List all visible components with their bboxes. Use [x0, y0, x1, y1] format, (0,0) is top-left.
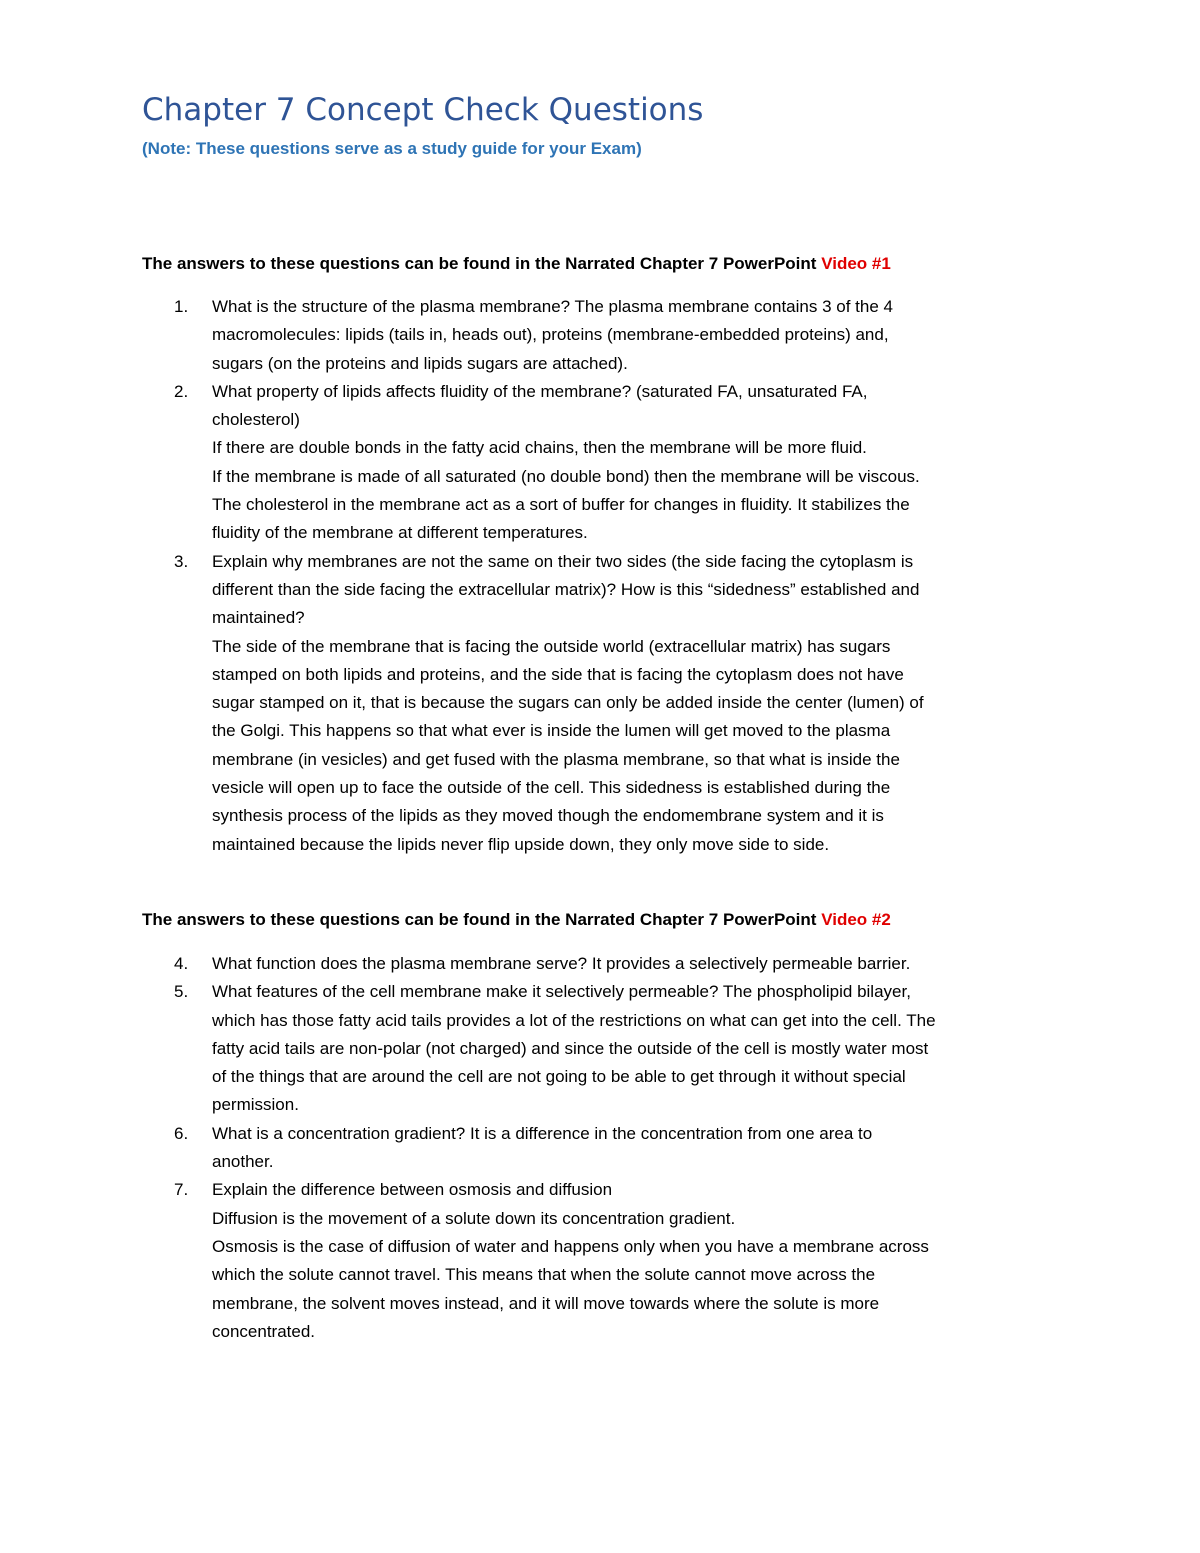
section-heading-video-2 — [142, 906, 891, 934]
question-number: 3. — [174, 551, 189, 571]
question-text-line: maintained? — [212, 608, 305, 628]
question-item — [142, 378, 1072, 548]
question-text-line: sugars (on the proteins and lipids sugars are attached). — [212, 353, 628, 373]
section-heading-text: The answers to these questions can be found in the Narrated Chapter 7 PowerPoint — [142, 910, 822, 929]
question-number: 2. — [174, 381, 189, 401]
question-number: 4. — [174, 954, 189, 973]
question-list-video-1 — [142, 293, 1072, 859]
study-guide-note: (Note: These questions serve as a study guide for your Exam) — [142, 139, 642, 158]
question-item — [142, 548, 1072, 859]
section-heading-text: The answers to these questions can be found in the Narrated Chapter 7 PowerPoint — [142, 254, 822, 273]
answer-text-line: If there are double bonds in the fatty acid chains, then the membrane will be more fluid. — [212, 438, 867, 458]
answer-text-line: vesicle will open up to face the outside of the cell. This sidedness is established during the — [212, 778, 891, 798]
answer-text-line: fatty acid tails are non-polar (not charged) and since the outside of the cell is mostly water most — [212, 1038, 929, 1058]
question-text-line: Explain why membranes are not the same on their two sides (the side facing the cytoplasm is — [212, 551, 914, 571]
answer-text-line: maintained because the lipids never flip upside down, they only move side to side. — [212, 834, 830, 854]
answer-text-line: sugar stamped on it, that is because the sugars can only be added inside the center (lumen) of — [212, 693, 924, 713]
answer-text-line: Osmosis is the case of diffusion of water and happens only when you have a membrane across — [212, 1236, 929, 1256]
question-number: 1. — [174, 297, 189, 316]
question-text-line: What features of the cell membrane make it selectively permeable? The phospholipid bilayer, — [212, 982, 911, 1002]
question-number: 7. — [174, 1180, 189, 1200]
answer-text-line: which has those fatty acid tails provides a lot of the restrictions on what can get into the cell. The — [212, 1010, 936, 1030]
question-item — [142, 978, 1072, 1119]
question-list-video-2 — [142, 950, 1072, 1346]
answer-text-line: another. — [212, 1152, 274, 1172]
answer-text-line: synthesis process of the lipids as they moved though the endomembrane system and it is — [212, 806, 884, 826]
answer-text-line: The cholesterol in the membrane act as a sort of buffer for changes in fluidity. It stabilizes the — [212, 495, 910, 515]
question-number: 6. — [174, 1123, 189, 1143]
answer-text-line: of the things that are around the cell are not going to be able to get through it without special — [212, 1067, 906, 1087]
question-text-line: What property of lipids affects fluidity of the membrane? (saturated FA, unsaturated FA, — [212, 381, 868, 401]
question-item — [142, 1120, 1072, 1177]
video-label: Video #2 — [821, 910, 891, 929]
question-item — [142, 1176, 1072, 1346]
question-text-line: cholesterol) — [212, 410, 300, 430]
answer-text-line: Diffusion is the movement of a solute down its concentration gradient. — [212, 1208, 736, 1228]
answer-text-line: concentrated. — [212, 1321, 316, 1341]
question-text-line: Explain the difference between osmosis and diffusion — [212, 1180, 613, 1200]
question-text-line: What function does the plasma membrane serve? It provides a selectively permeable barrier. — [212, 954, 911, 973]
section-heading-video-1 — [142, 250, 891, 278]
answer-text-line: membrane, the solvent moves instead, and it will move towards where the solute is more — [212, 1293, 880, 1313]
answer-text-line: the Golgi. This happens so that what ever is inside the lumen will get moved to the plasma — [212, 721, 891, 741]
question-item — [142, 950, 1072, 978]
video-label: Video #1 — [821, 254, 891, 273]
question-text-line: What is a concentration gradient? It is a difference in the concentration from one area to — [212, 1123, 873, 1143]
question-item — [142, 293, 1072, 378]
answer-text-line: The side of the membrane that is facing the outside world (extracellular matrix) has sugars — [212, 636, 891, 656]
page-title: Chapter 7 Concept Check Questions — [142, 92, 704, 128]
question-number: 5. — [174, 982, 189, 1002]
answer-text-line: membrane (in vesicles) and get fused with the plasma membrane, so that what is inside the — [212, 749, 900, 769]
question-text-line: different than the side facing the extracellular matrix)? How is this “sidedness” established and — [212, 579, 920, 599]
answer-text-line: fluidity of the membrane at different temperatures. — [212, 523, 588, 543]
answer-text-line: If the membrane is made of all saturated (no double bond) then the membrane will be viscous. — [212, 466, 920, 486]
answer-text-line: permission. — [212, 1095, 299, 1115]
answer-text-line: stamped on both lipids and proteins, and the side that is facing the cytoplasm does not have — [212, 664, 904, 684]
question-text-line: What is the structure of the plasma membrane? The plasma membrane contains 3 of the 4 — [212, 297, 893, 316]
answer-text-line: which the solute cannot travel. This means that when the solute cannot move across the — [212, 1265, 876, 1285]
question-text-line: macromolecules: lipids (tails in, heads out), proteins (membrane-embedded proteins) and, — [212, 325, 889, 345]
